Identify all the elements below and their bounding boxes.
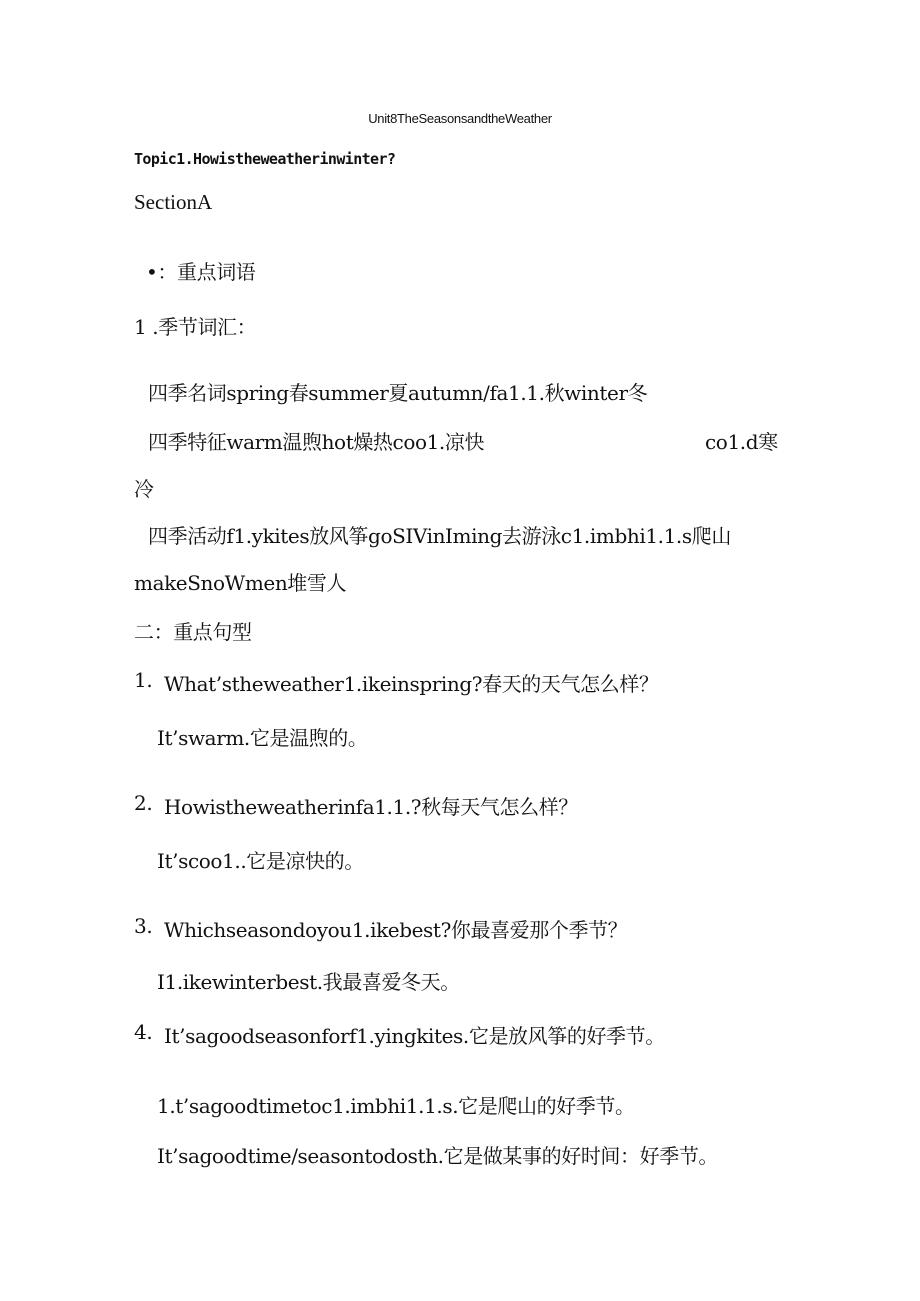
sentence-number: 4. — [134, 1020, 153, 1044]
sentence-number: 1. — [134, 668, 153, 692]
heading-key-words: •：重点词语 — [146, 260, 256, 284]
unit-title: Unit8TheSeasonsandtheWeather — [368, 111, 552, 126]
sentence-question: It’sagoodseasonforf1.yingkites.它是放风筝的好季节。 — [164, 1024, 665, 1048]
pattern-line: It’sagoodtime/seasontodosth.它是做某事的好时间：好季节。 — [157, 1144, 719, 1168]
sentence-answer: It’swarm.它是温煦的。 — [157, 726, 368, 750]
topic-title: Topic1.Howistheweatherinwinter? — [134, 150, 396, 168]
sentence-question: What’stheweather1.ikeinspring?春天的天气怎么样？ — [164, 672, 659, 696]
sentence-answer: I1.ikewinterbest.我最喜爱冬天。 — [157, 970, 460, 994]
sentence-answer: 1.t’sagoodtimetoc1.imbhi1.1.s.它是爬山的好季节。 — [157, 1094, 635, 1118]
season-features-cold-cont: 冷 — [134, 477, 154, 501]
sentence-number: 2. — [134, 791, 153, 815]
season-features-cold: co1.d寒 — [705, 430, 778, 454]
season-activities-line: 四季活动f1.ykites放风筝goSIVinIming去游泳c1.imbhi1.1.s爬山 — [148, 524, 731, 548]
heading-key-sentences: 二：重点句型 — [134, 620, 252, 644]
season-activities-line-cont: makeSnoWmen堆雪人 — [134, 571, 347, 595]
season-vocab-subheading: 1 .季节词汇： — [134, 315, 257, 339]
sentence-question: Whichseasondoyou1.ikebest?你最喜爱那个季节？ — [164, 918, 628, 942]
sentence-answer: It’scoo1..它是凉快的。 — [157, 849, 364, 873]
sentence-number: 3. — [134, 914, 153, 938]
season-nouns-line: 四季名词spring春summer夏autumn/fa1.1.秋winter冬 — [148, 381, 648, 405]
section-title: SectionA — [134, 190, 213, 214]
sentence-question: Howistheweatherinfa1.1.?秋每天气怎么样？ — [164, 795, 578, 819]
season-features-line: 四季特征warm温煦hot燥热coo1.凉快 — [148, 430, 485, 454]
